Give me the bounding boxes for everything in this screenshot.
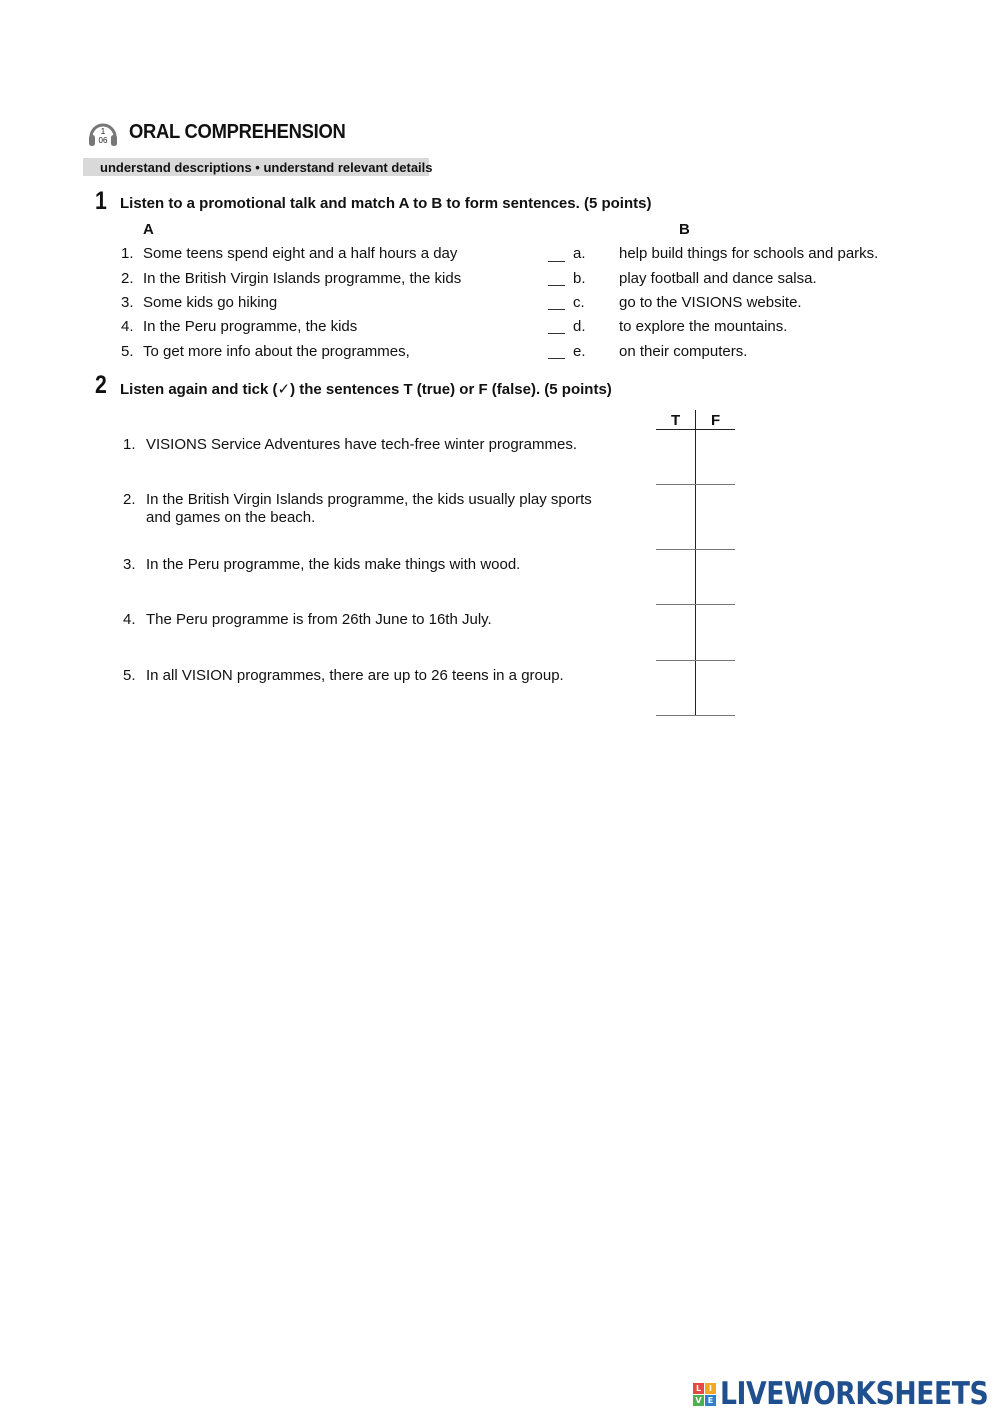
false-cell-1[interactable]: [696, 430, 735, 484]
track-number-bottom: 06: [98, 136, 108, 145]
statement-number: 5.: [123, 667, 136, 684]
answer-blank-2[interactable]: [548, 285, 565, 286]
match-item-b-a: help build things for schools and parks.: [619, 245, 879, 262]
statement-text: VISIONS Service Adventures have tech-free winter programmes.: [146, 436, 578, 453]
false-cell-2[interactable]: [696, 485, 735, 549]
false-cell-4[interactable]: [696, 605, 735, 660]
exercise-1-number: 1: [95, 187, 107, 215]
exercise-2-number: 2: [95, 371, 107, 399]
false-cell-5[interactable]: [696, 661, 735, 715]
statement-number: 3.: [123, 556, 136, 573]
match-item-b-e: on their computers.: [619, 343, 748, 360]
match-letter-b: b.: [573, 270, 586, 287]
exercise-2-instruction: Listen again and tick (✓) the sentences T (true) or F (false). (5 points): [120, 381, 612, 398]
exercise-1-instruction: Listen to a promotional talk and match A to B to form sentences. (5 points): [120, 195, 652, 212]
match-item-a-3: 3. Some kids go hiking: [121, 294, 278, 311]
statement-text: The Peru programme is from 26th June to 16th July.: [146, 611, 492, 628]
match-letter-a: a.: [573, 245, 586, 262]
liveworksheets-logo[interactable]: [693, 1376, 1000, 1412]
match-letter-c: c.: [573, 294, 585, 311]
statement-number: 1.: [123, 436, 136, 453]
headphones-icon: [87, 118, 119, 150]
true-cell-1[interactable]: [656, 430, 695, 484]
match-item-b-d: to explore the mountains.: [619, 318, 788, 335]
statement-text: In the British Virgin Islands programme, the kids usually play sports and games on the beach.: [146, 491, 592, 526]
match-item-a-4: 4. In the Peru programme, the kids: [121, 318, 358, 335]
match-item-a-1: 1. Some teens spend eight and a half hours a day: [121, 245, 458, 262]
false-column-label: F: [711, 412, 721, 429]
statement-number: 4.: [123, 611, 136, 628]
match-item-b-b: play football and dance salsa.: [619, 270, 817, 287]
skills-text: understand descriptions • understand relevant details: [100, 160, 433, 175]
match-item-a-2: 2. In the British Virgin Islands programme, the kids: [121, 270, 462, 287]
track-number-top: 1: [100, 127, 106, 136]
true-column-label: T: [671, 412, 681, 429]
tf-row-rule: [656, 715, 735, 716]
match-item-b-c: go to the VISIONS website.: [619, 294, 802, 311]
page-title: ORAL COMPREHENSION: [129, 121, 346, 143]
match-letter-d: d.: [573, 318, 586, 335]
true-cell-3[interactable]: [656, 550, 695, 604]
statement-text: In all VISION programmes, there are up to 26 teens in a group.: [146, 667, 564, 684]
match-letter-e: e.: [573, 343, 586, 360]
answer-blank-3[interactable]: [548, 309, 565, 310]
true-cell-5[interactable]: [656, 661, 695, 715]
column-a-label: A: [143, 221, 154, 238]
logo-icon: L I V E: [693, 1383, 716, 1406]
true-cell-4[interactable]: [656, 605, 695, 660]
answer-blank-5[interactable]: [548, 358, 565, 359]
logo-text: LIVEWORKSHEETS: [720, 1376, 989, 1412]
answer-blank-4[interactable]: [548, 333, 565, 334]
statement-number: 2.: [123, 491, 136, 508]
false-cell-3[interactable]: [696, 550, 735, 604]
statement-text: In the Peru programme, the kids make things with wood.: [146, 556, 521, 573]
column-b-label: B: [679, 221, 690, 238]
true-cell-2[interactable]: [656, 485, 695, 549]
answer-blank-1[interactable]: [548, 261, 565, 262]
match-item-a-5: 5. To get more info about the programmes,: [121, 343, 410, 360]
